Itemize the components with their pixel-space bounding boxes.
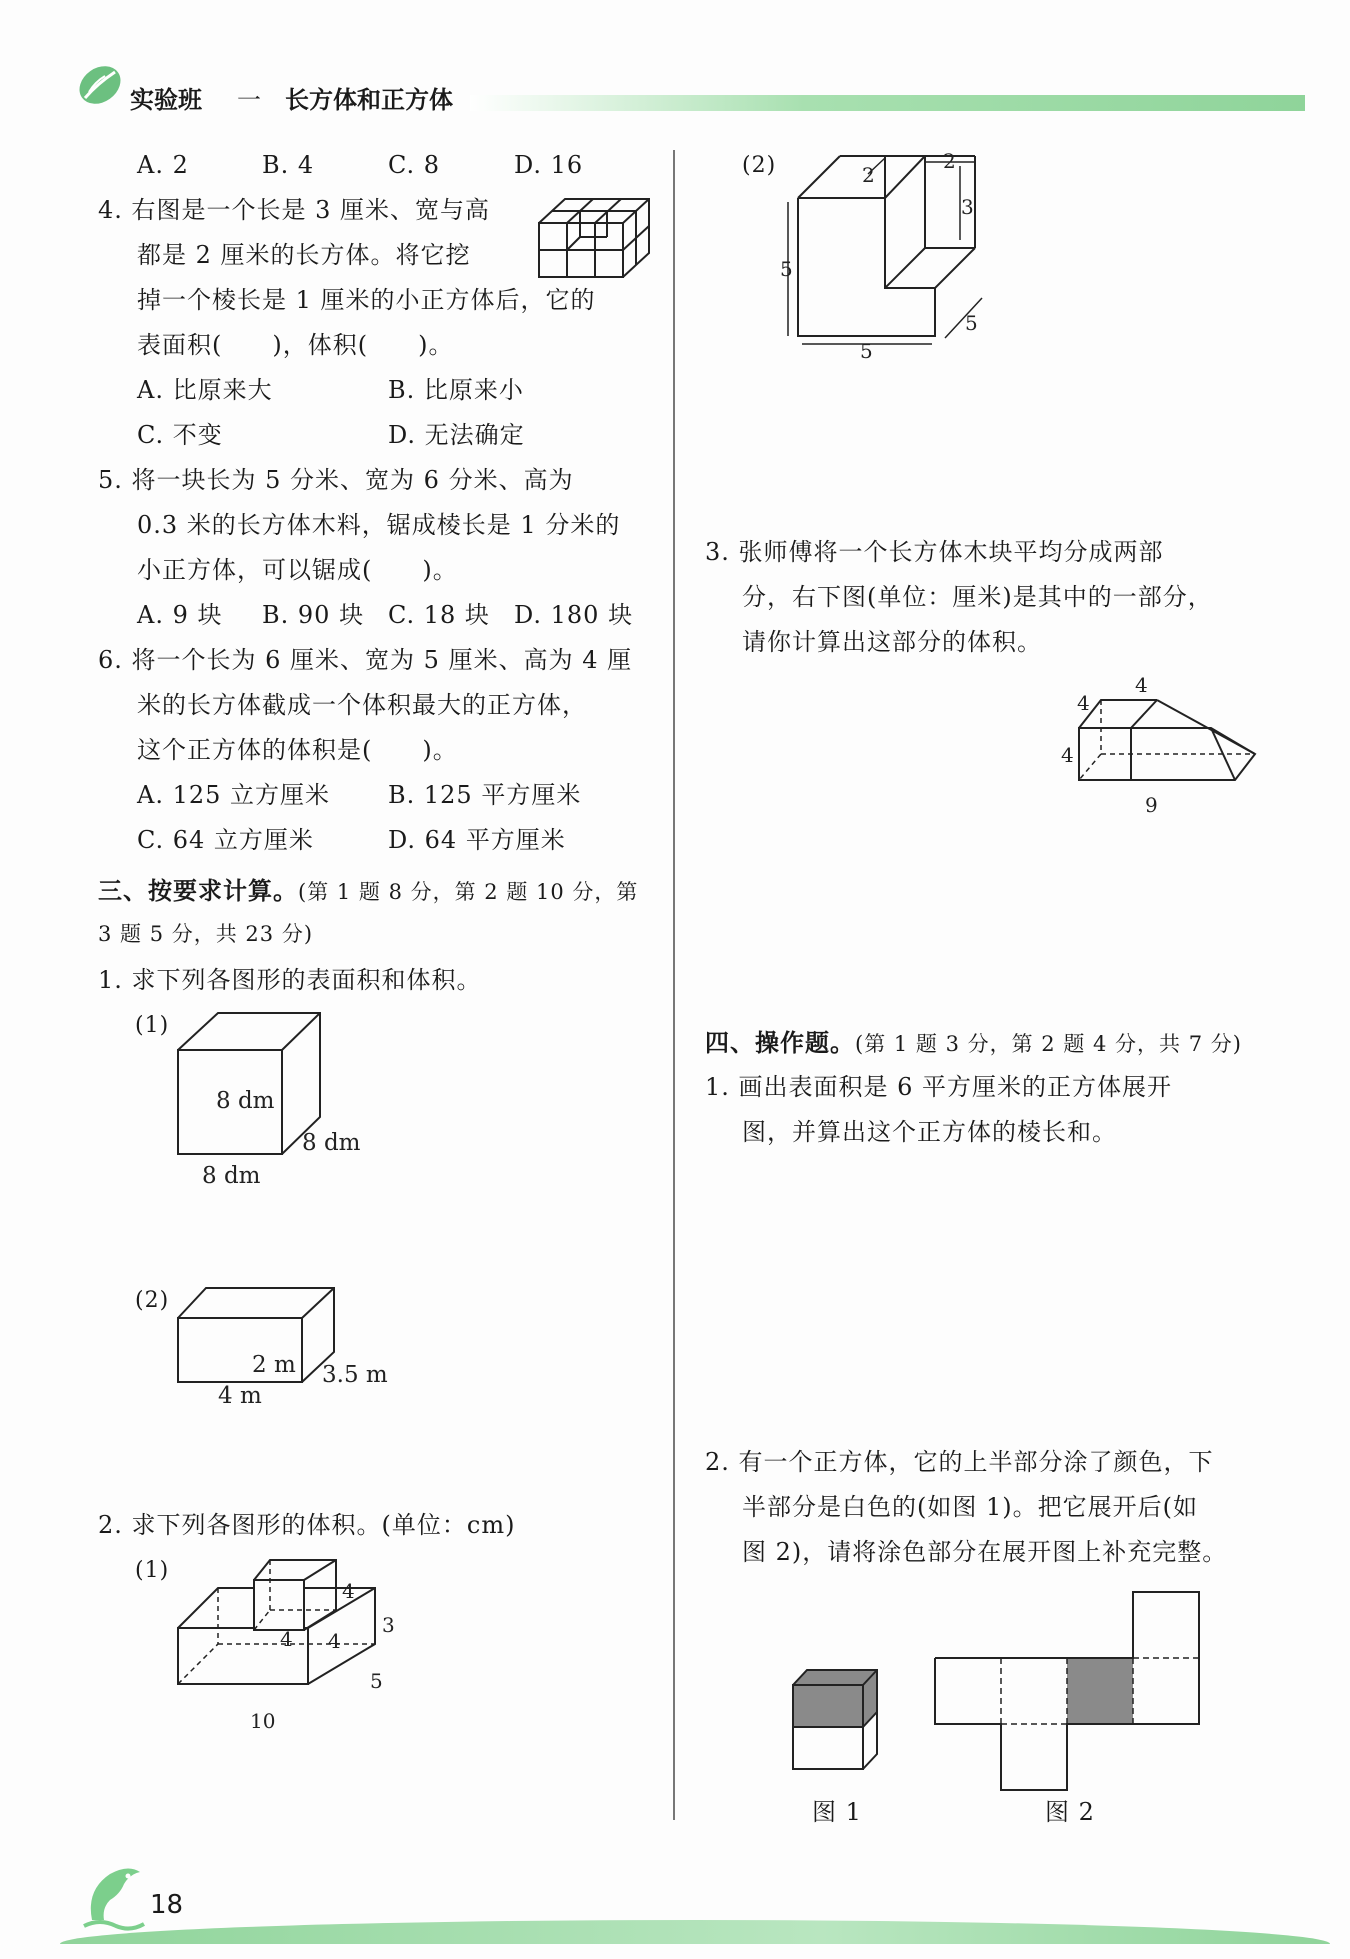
- section-3-note-2: 3 题 5 分，共 23 分): [98, 922, 314, 946]
- q6-line-3: 这个正方体的体积是( )。: [137, 736, 458, 764]
- s3-q1-text: 1. 求下列各图形的表面积和体积。: [98, 966, 482, 994]
- section-4-header: [705, 1020, 1242, 1067]
- q6-option-b: B. 125 平方厘米: [388, 781, 582, 809]
- section-3-header: [98, 868, 638, 915]
- s4-q2-line-3: 图 2)，请将涂色部分在展开图上补充完整。: [742, 1538, 1228, 1566]
- fig4-notch-height-label: 3: [961, 195, 974, 219]
- fig3-top-width-label: 4: [328, 1629, 341, 1653]
- fig6-caption: 图 1: [812, 1798, 862, 1826]
- section-3-note-1: (第 1 题 8 分，第 2 题 10 分，第: [298, 880, 639, 904]
- q3-option-c: C. 8: [388, 151, 441, 179]
- q5-option-b: B. 90 块: [262, 601, 365, 629]
- fig3-base-width-label: 5: [370, 1669, 383, 1693]
- fig1-length-label: 8 dm: [202, 1163, 261, 1189]
- fig4-width-label: 5: [965, 311, 978, 335]
- fig3-label: (1): [135, 1558, 170, 1583]
- fig5-width-label: 4: [1077, 691, 1090, 715]
- s4-q2-line-2: 半部分是白色的(如图 1)。把它展开后(如: [742, 1493, 1198, 1521]
- fig6-half-shaded-cube: [785, 1645, 885, 1790]
- q4-option-d: D. 无法确定: [388, 421, 525, 449]
- q5-line-1: 5. 将一块长为 5 分米、宽为 6 分米、高为: [98, 466, 574, 494]
- fig3-top-height-label: 4: [342, 1579, 355, 1603]
- s4-q2-line-1: 2. 有一个正方体，它的上半部分涂了颜色，下: [705, 1448, 1214, 1476]
- section-4-title: 四、操作题。: [705, 1028, 855, 1057]
- s3-q2-text: 2. 求下列各图形的体积。(单位：cm): [98, 1511, 516, 1539]
- fig2-box: [170, 1280, 400, 1415]
- q4-line-3: 掉一个棱长是 1 厘米的小正方体后，它的: [137, 286, 596, 314]
- dolphin-icon: [80, 1860, 150, 1935]
- fig3-base-length-label: 10: [250, 1709, 276, 1733]
- fig1-label: (1): [135, 1013, 170, 1038]
- fig3-top-length-label: 4: [280, 1627, 293, 1651]
- fig4-label: (2): [742, 153, 777, 178]
- fig1-cube: [170, 1005, 370, 1195]
- q4-line-1: 4. 右图是一个长是 3 厘米、宽与高: [98, 196, 491, 224]
- q3-option-b: B. 4: [262, 151, 315, 179]
- q6-option-c: C. 64 立方厘米: [137, 826, 314, 854]
- q4-option-a: A. 比原来大: [137, 376, 273, 404]
- s4-q1-line-1: 1. 画出表面积是 6 平方厘米的正方体展开: [705, 1073, 1173, 1101]
- q5-line-3: 小正方体，可以锯成( )。: [137, 556, 458, 584]
- fig4-notched-solid: [780, 148, 1000, 363]
- header-dash: 一: [237, 86, 261, 114]
- fig2-label: (2): [135, 1288, 170, 1313]
- q3-option-a: A. 2: [137, 151, 189, 179]
- fig3-base-height-label: 3: [382, 1613, 395, 1637]
- section-3-title: 三、按要求计算。: [98, 876, 298, 905]
- q4-option-b: B. 比原来小: [388, 376, 524, 404]
- fig2-height-label: 2 m: [252, 1352, 296, 1378]
- fig7-caption: 图 2: [1045, 1798, 1095, 1826]
- q4-cuboid-figure: [535, 195, 653, 280]
- header-chapter: 长方体和正方体: [285, 86, 453, 114]
- s3-q3-line-1: 3. 张师傅将一个长方体木块平均分成两部: [705, 538, 1164, 566]
- fig2-length-label: 4 m: [218, 1383, 262, 1409]
- fig4-height-label: 5: [780, 257, 793, 281]
- fig4-top-label: 2: [943, 149, 956, 173]
- q5-option-d: D. 180 块: [514, 601, 634, 629]
- fig4-side-label: 2: [862, 163, 875, 187]
- q4-option-c: C. 不变: [137, 421, 223, 449]
- q5-option-a: A. 9 块: [137, 601, 223, 629]
- q5-option-c: C. 18 块: [388, 601, 490, 629]
- header-band: [470, 95, 1305, 111]
- header-series: 实验班: [130, 86, 202, 114]
- fig5-length-label: 9: [1145, 793, 1158, 817]
- q6-line-2: 米的长方体截成一个体积最大的正方体，: [137, 691, 587, 719]
- fig5-height-label: 4: [1061, 743, 1074, 767]
- column-divider: [673, 150, 675, 1820]
- fig5-top-label: 4: [1135, 673, 1148, 697]
- fig1-width-label: 8 dm: [302, 1130, 361, 1156]
- fig2-width-label: 3.5 m: [322, 1362, 388, 1388]
- s3-q3-line-2: 分，右下图(单位：厘米)是其中的一部分，: [742, 583, 1213, 611]
- s4-q1-line-2: 图，并算出这个正方体的棱长和。: [742, 1118, 1117, 1146]
- s3-q3-line-3: 请你计算出这部分的体积。: [742, 628, 1042, 656]
- net-shaded-face: [1067, 1658, 1133, 1724]
- q6-option-a: A. 125 立方厘米: [137, 781, 331, 809]
- footer-wave: [60, 1920, 1330, 1944]
- q5-line-2: 0.3 米的长方体木料，锯成棱长是 1 分米的: [137, 511, 621, 539]
- fig1-height-label: 8 dm: [216, 1088, 275, 1114]
- q4-line-2: 都是 2 厘米的长方体。将它挖: [137, 241, 471, 269]
- q3-option-d: D. 16: [514, 151, 584, 179]
- q4-line-4: 表面积( )，体积( )。: [137, 331, 454, 359]
- fig5-wedge-solid: [1055, 670, 1270, 820]
- page-number: 18: [150, 1890, 184, 1920]
- leaf-logo-icon: [75, 62, 125, 108]
- fig7-cube-net: [930, 1585, 1210, 1795]
- q6-line-1: 6. 将一个长为 6 厘米、宽为 5 厘米、高为 4 厘: [98, 646, 633, 674]
- q6-option-d: D. 64 平方厘米: [388, 826, 566, 854]
- section-4-note: (第 1 题 3 分，第 2 题 4 分，共 7 分): [855, 1032, 1242, 1056]
- fig3-stacked-solid: [170, 1550, 430, 1740]
- fig4-length-label: 5: [860, 339, 873, 363]
